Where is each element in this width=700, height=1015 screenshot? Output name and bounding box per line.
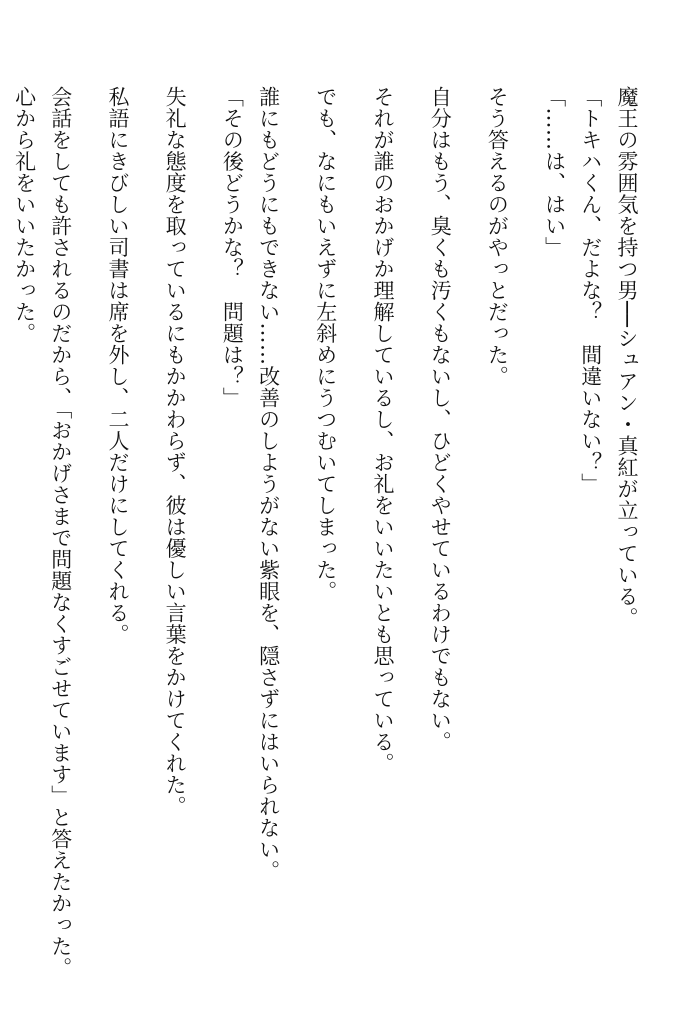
vertical-text-body [0, 86, 666, 979]
text-line: 心から礼をいいたかった。 [12, 86, 37, 344]
text-line: 魔王の雰囲気を持つ男──シュアン・真紅が立っている。 [615, 86, 639, 629]
text-line: 自分はもう、臭くも汚くもないし、ひどくやせているわけでもない。 [428, 86, 453, 753]
text-line: 「……は、はい」 [542, 86, 567, 258]
text-line: 「トキハくん、だよな？ 間違いない？」 [578, 86, 603, 495]
text-line: 誰にもどうにもできない……改善のしようがない紫眼を、隠さずにはいられない。 [256, 86, 281, 882]
text-line: 会話をしても許されるのだから、「おかげさまで問題なくすごせています」と答えたかった。 [48, 86, 73, 979]
text-line: 失礼な態度を取っているにもかかわらず、彼は優しい言葉をかけてくれた。 [163, 86, 188, 817]
text-line: そう答えるのがやっとだった。 [485, 86, 510, 387]
text-line: でも、なにもいえずに左斜めにうつむいてしまった。 [313, 86, 338, 602]
text-line: それが誰のおかげか理解しているし、お礼をいいたいとも思っている。 [370, 86, 395, 774]
text-line: 「その後どうかな？ 問題は？」 [220, 86, 245, 409]
text-line: 私語にきびしい司書は席を外し、二人だけにしてくれる。 [105, 86, 130, 645]
